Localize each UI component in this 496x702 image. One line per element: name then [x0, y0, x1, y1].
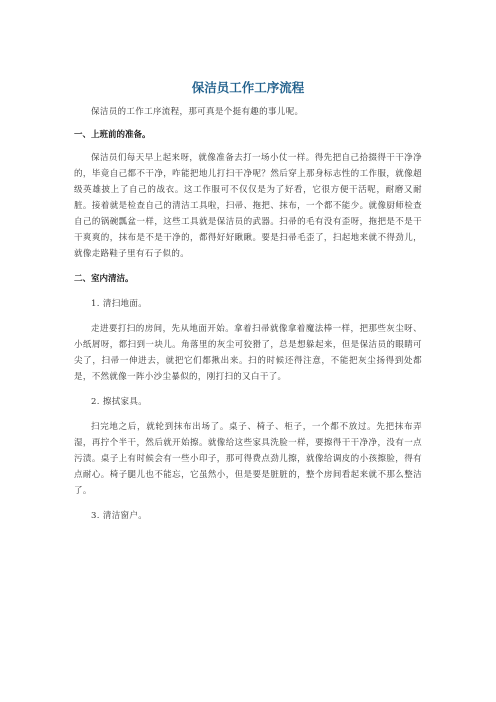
- section-heading-preparation: 一、上班前的准备。: [74, 130, 151, 140]
- list-item-clean-windows: 3. 清洁窗户。: [91, 511, 148, 521]
- document-title: 保洁员工作工序流程: [191, 80, 305, 95]
- intro-paragraph: 保洁员的工作工序流程，那可真是个挺有趣的事儿呢。: [91, 107, 304, 117]
- list-item-wipe-furniture: 2. 擦拭家具。: [91, 397, 148, 407]
- wipe-furniture-paragraph: 扫完地之后，就轮到抹布出场了。桌子、椅子、柜子，一个都不放过。先把抹布弄湿，再拧个半干，然后就开始擦。就像给这些家具洗脸一样，要擦得干干净净，没有一点污渍。桌子上有时候会有一些小印子，那可得费点劲儿擦，就像给调皮的小孩擦脸，得有点耐心。椅子腿儿也不能忘，它虽然小，但是要是脏脏的，整个房间看起来就不那么整洁了。: [74, 422, 422, 496]
- preparation-paragraph: 保洁员们每天早上起来呀，就像准备去打一场小仗一样。得先把自己拾掇得干干净净的，毕竟自己都不干净，咋能把地儿打扫干净呢？然后穿上那身标志性的工作服，就像超级英雄披上了自己的战衣。这工作服可不仅仅是为了好看，它很方便干活呢，耐磨又耐脏。接着就是检查自己的清洁工具啦，扫帚、拖把、抹布，一个都不能少。就像厨师检查自己的锅碗瓢盆一样，这些工具就是保洁员的武器。扫帚的毛有没有歪呀，拖把是不是干干爽爽的，抹布是不是干净的，都得好好瞅瞅。要是扫帚毛歪了，扫起地来就不得劲儿，就像走路鞋子里有石子似的。: [74, 153, 422, 259]
- sweep-floor-paragraph: 走进要打扫的房间，先从地面开始。拿着扫帚就像拿着魔法棒一样，把那些灰尘呀、小纸屑呀，都扫到一块儿。角落里的灰尘可狡猾了，总是想躲起来，但是保洁员的眼睛可尖了，扫帚一伸进去，就把它们都揪出来。扫的时候还得注意，不能把灰尘扬得到处都是，不然就像一阵小沙尘暴似的，刚打扫的又白干了。: [74, 324, 422, 382]
- list-item-sweep-floor: 1. 清扫地面。: [91, 299, 148, 309]
- section-heading-indoor-cleaning: 二、室内清洁。: [74, 274, 134, 284]
